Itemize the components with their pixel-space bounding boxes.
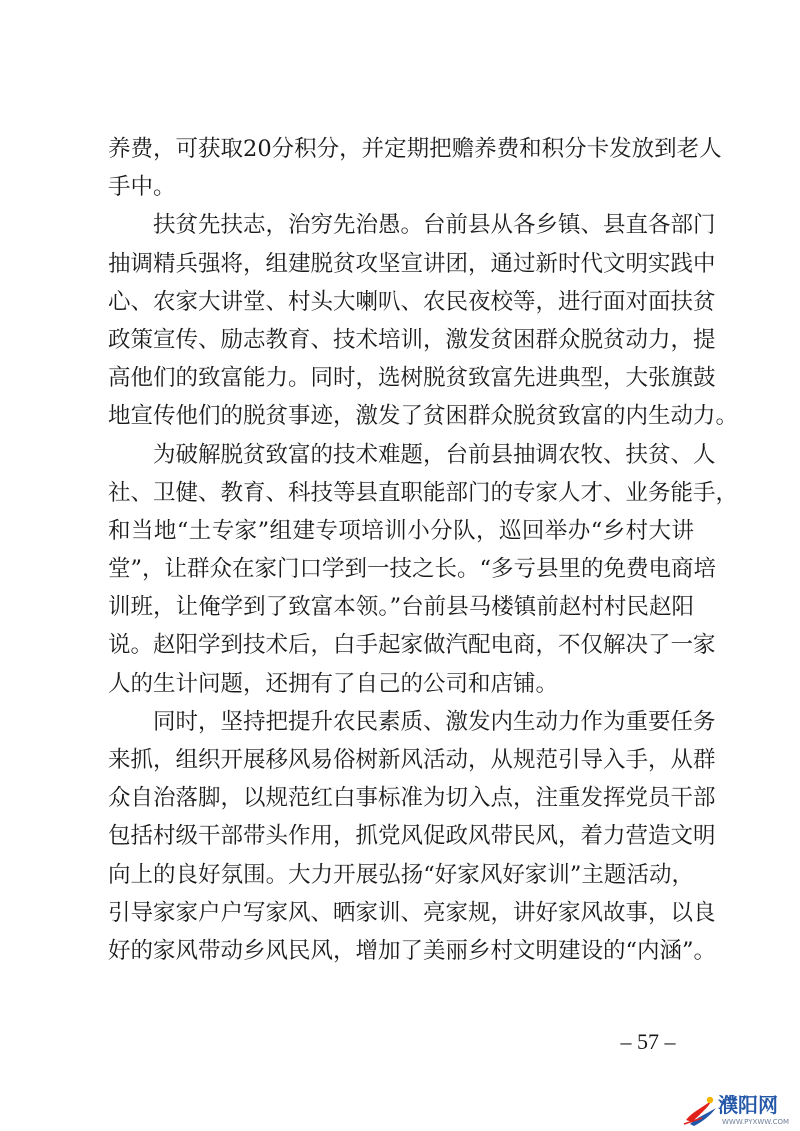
flame-swoosh-logo-icon [682, 1094, 720, 1128]
text-line: 和当地“土专家”组建专项培训小分队，巡回举办“乡村大讲 [108, 517, 694, 544]
body-text [108, 130, 739, 970]
text-line: 养费，可获取20分积分，并定期把赡养费和积分卡发放到老人 [108, 136, 722, 162]
text-line: 抽调精兵强将，组建脱贫攻坚宣讲团，通过新时代文明实践中 [108, 250, 716, 277]
text-line: 社、卫健、教育、科技等县直职能部门的专家人才、业务能手， [108, 479, 739, 506]
site-watermark [682, 1092, 800, 1131]
watermark-site-name: 濮阳网 [718, 1093, 778, 1117]
text-line: 政策宣传、励志教育、技术培训，激发贫困群众脱贫动力，提 [108, 326, 716, 353]
text-line: 向上的良好氛围。大力开展弘扬“好家风好家训”主题活动， [108, 861, 694, 888]
text-line: 同时，坚持把提升农民素质、激发内生动力作为重要任务 [153, 708, 716, 735]
text-line: 训班，让俺学到了致富本领。”台前县马楼镇前赵村村民赵阳 [108, 594, 694, 621]
page-number: – 57 – [620, 1029, 676, 1054]
watermark-url: WWW.PYXWW.COM [722, 1118, 790, 1126]
text-line: 说。赵阳学到技术后，白手起家做汽配电商，不仅解决了一家 [108, 632, 716, 659]
text-line: 引导家家户户写家风、晒家训、亮家规，讲好家风故事，以良 [108, 899, 716, 926]
text-line: 为破解脱贫致富的技术难题，台前县抽调农牧、扶贫、人 [153, 441, 716, 468]
text-line: 手中。 [108, 174, 176, 201]
text-line: 心、农家大讲堂、村头大喇叭、农民夜校等，进行面对面扶贫 [108, 288, 716, 315]
text-line: 众自治落脚，以规范红白事标准为切入点，注重发挥党员干部 [108, 785, 716, 812]
text-line: 扶贫先扶志，治穷先治愚。台前县从各乡镇、县直各部门 [153, 212, 716, 239]
text-line: 地宣传他们的脱贫事迹，激发了贫困群众脱贫致富的内生动力。 [108, 403, 739, 430]
text-line: 高他们的致富能力。同时，选树脱贫致富先进典型，大张旗鼓 [108, 365, 716, 392]
text-line: 来抓，组织开展移风易俗树新风活动，从规范引导入手，从群 [108, 747, 716, 773]
text-line: 堂”，让群众在家门口学到一技之长。“多亏县里的免费电商培 [108, 556, 717, 583]
text-line: 好的家风带动乡风民风，增加了美丽乡村文明建设的“内涵”。 [108, 937, 717, 964]
text-line: 包括村级干部带头作用，抓党风促政风带民风，着力营造文明 [108, 823, 716, 850]
text-line: 人的生计问题，还拥有了自己的公司和店铺。 [108, 670, 559, 697]
